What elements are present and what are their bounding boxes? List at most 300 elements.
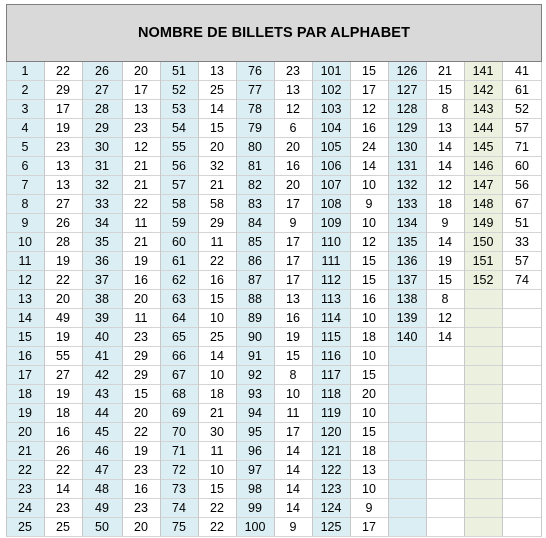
ticket-count-cell[interactable]: 10 — [210, 463, 224, 477]
ticket-count-cell[interactable]: 25 — [210, 83, 224, 97]
ticket-count-cell[interactable]: 22 — [210, 501, 224, 515]
alphabet-id-cell[interactable]: 40 — [95, 330, 109, 344]
alphabet-id-cell[interactable]: 31 — [95, 159, 109, 173]
alphabet-id-cell[interactable]: 41 — [95, 349, 109, 363]
alphabet-id-cell[interactable]: 116 — [321, 349, 341, 363]
ticket-count-cell[interactable]: 9 — [289, 520, 297, 534]
ticket-count-cell[interactable]: 25 — [56, 520, 70, 534]
alphabet-id-cell[interactable]: 16 — [18, 349, 32, 363]
alphabet-id-cell[interactable]: 130 — [396, 140, 418, 154]
alphabet-id-cell[interactable]: 3 — [21, 102, 29, 116]
alphabet-id-cell[interactable]: 123 — [320, 482, 342, 496]
alphabet-id-cell[interactable]: 27 — [95, 83, 109, 97]
alphabet-id-cell[interactable]: 142 — [472, 83, 494, 97]
ticket-count-cell[interactable]: 12 — [362, 102, 376, 116]
alphabet-id-cell[interactable]: 69 — [172, 406, 186, 420]
alphabet-id-cell[interactable]: 47 — [95, 463, 109, 477]
alphabet-id-cell[interactable]: 32 — [95, 178, 109, 192]
ticket-count-cell[interactable]: 17 — [286, 425, 300, 439]
ticket-count-cell[interactable]: 22 — [134, 197, 148, 211]
ticket-count-cell[interactable]: 32 — [210, 159, 224, 173]
ticket-count-cell[interactable]: 11 — [134, 216, 148, 230]
ticket-count-cell[interactable]: 13 — [134, 102, 148, 116]
alphabet-id-cell[interactable]: 120 — [320, 425, 342, 439]
alphabet-id-cell[interactable]: 144 — [472, 121, 494, 135]
ticket-count-cell[interactable]: 23 — [134, 501, 148, 515]
ticket-count-cell[interactable]: 24 — [362, 140, 376, 154]
alphabet-id-cell[interactable]: 44 — [95, 406, 109, 420]
ticket-count-cell[interactable]: 26 — [56, 216, 70, 230]
ticket-count-cell[interactable]: 51 — [515, 216, 529, 230]
alphabet-id-cell[interactable]: 88 — [248, 292, 262, 306]
alphabet-id-cell[interactable]: 13 — [18, 292, 32, 306]
ticket-count-cell[interactable]: 22 — [56, 273, 70, 287]
ticket-count-cell[interactable]: 11 — [210, 444, 224, 458]
ticket-count-cell[interactable]: 25 — [210, 330, 224, 344]
alphabet-id-cell[interactable]: 38 — [95, 292, 109, 306]
ticket-count-cell[interactable]: 18 — [362, 330, 376, 344]
alphabet-id-cell[interactable]: 75 — [172, 520, 186, 534]
alphabet-id-cell[interactable]: 39 — [95, 311, 109, 325]
ticket-count-cell[interactable]: 60 — [515, 159, 529, 173]
ticket-count-cell[interactable]: 9 — [365, 197, 373, 211]
ticket-count-cell[interactable]: 20 — [134, 292, 148, 306]
alphabet-id-cell[interactable]: 93 — [248, 387, 262, 401]
ticket-count-cell[interactable]: 10 — [362, 311, 376, 325]
alphabet-id-cell[interactable]: 85 — [248, 235, 262, 249]
alphabet-id-cell[interactable]: 119 — [321, 406, 341, 420]
ticket-count-cell[interactable]: 12 — [362, 235, 376, 249]
alphabet-id-cell[interactable]: 78 — [248, 102, 262, 116]
ticket-count-cell[interactable]: 20 — [286, 178, 300, 192]
alphabet-id-cell[interactable]: 50 — [95, 520, 109, 534]
ticket-count-cell[interactable]: 57 — [515, 121, 529, 135]
alphabet-id-cell[interactable]: 81 — [248, 159, 262, 173]
ticket-count-cell[interactable]: 14 — [438, 159, 452, 173]
alphabet-id-cell[interactable]: 109 — [320, 216, 342, 230]
ticket-count-cell[interactable]: 8 — [289, 368, 297, 382]
alphabet-id-cell[interactable]: 97 — [248, 463, 262, 477]
ticket-count-cell[interactable]: 33 — [515, 235, 529, 249]
alphabet-id-cell[interactable]: 149 — [472, 216, 494, 230]
alphabet-id-cell[interactable]: 7 — [21, 178, 29, 192]
ticket-count-cell[interactable]: 26 — [56, 444, 70, 458]
alphabet-id-cell[interactable]: 21 — [18, 444, 32, 458]
alphabet-id-cell[interactable]: 34 — [95, 216, 109, 230]
ticket-count-cell[interactable]: 20 — [134, 520, 148, 534]
alphabet-id-cell[interactable]: 117 — [321, 368, 341, 382]
alphabet-id-cell[interactable]: 118 — [321, 387, 341, 401]
alphabet-id-cell[interactable]: 51 — [172, 64, 186, 78]
ticket-count-cell[interactable]: 15 — [210, 482, 224, 496]
ticket-count-cell[interactable]: 14 — [56, 482, 70, 496]
alphabet-id-cell[interactable]: 74 — [172, 501, 186, 515]
ticket-count-cell[interactable]: 9 — [365, 501, 373, 515]
alphabet-id-cell[interactable]: 86 — [248, 254, 262, 268]
ticket-count-cell[interactable]: 13 — [362, 463, 376, 477]
alphabet-id-cell[interactable]: 36 — [95, 254, 109, 268]
alphabet-id-cell[interactable]: 79 — [248, 121, 262, 135]
alphabet-id-cell[interactable]: 67 — [172, 368, 186, 382]
alphabet-id-cell[interactable]: 94 — [248, 406, 262, 420]
alphabet-id-cell[interactable]: 107 — [320, 178, 342, 192]
alphabet-id-cell[interactable]: 57 — [172, 178, 186, 192]
ticket-count-cell[interactable]: 11 — [210, 235, 224, 249]
ticket-count-cell[interactable]: 18 — [362, 444, 376, 458]
ticket-count-cell[interactable]: 13 — [286, 292, 300, 306]
ticket-count-cell[interactable]: 13 — [56, 159, 70, 173]
alphabet-id-cell[interactable]: 55 — [172, 140, 186, 154]
ticket-count-cell[interactable]: 15 — [286, 349, 300, 363]
ticket-count-cell[interactable]: 14 — [438, 330, 452, 344]
alphabet-id-cell[interactable]: 125 — [320, 520, 342, 534]
ticket-count-cell[interactable]: 19 — [56, 121, 70, 135]
alphabet-id-cell[interactable]: 70 — [172, 425, 186, 439]
alphabet-id-cell[interactable]: 103 — [320, 102, 342, 116]
ticket-count-cell[interactable]: 14 — [286, 463, 300, 477]
alphabet-id-cell[interactable]: 64 — [172, 311, 186, 325]
alphabet-id-cell[interactable]: 12 — [18, 273, 32, 287]
alphabet-id-cell[interactable]: 138 — [396, 292, 418, 306]
ticket-count-cell[interactable]: 13 — [438, 121, 452, 135]
ticket-count-cell[interactable]: 28 — [56, 235, 70, 249]
alphabet-id-cell[interactable]: 71 — [172, 444, 186, 458]
ticket-count-cell[interactable]: 20 — [134, 406, 148, 420]
alphabet-id-cell[interactable]: 96 — [248, 444, 262, 458]
ticket-count-cell[interactable]: 21 — [438, 64, 452, 78]
alphabet-id-cell[interactable]: 25 — [18, 520, 32, 534]
ticket-count-cell[interactable]: 17 — [286, 235, 300, 249]
ticket-count-cell[interactable]: 61 — [515, 83, 529, 97]
alphabet-id-cell[interactable]: 22 — [18, 463, 32, 477]
ticket-count-cell[interactable]: 9 — [289, 216, 297, 230]
ticket-count-cell[interactable]: 10 — [362, 178, 376, 192]
alphabet-id-cell[interactable]: 84 — [248, 216, 262, 230]
ticket-count-cell[interactable]: 20 — [210, 140, 224, 154]
alphabet-id-cell[interactable]: 147 — [472, 178, 494, 192]
alphabet-id-cell[interactable]: 18 — [18, 387, 32, 401]
alphabet-id-cell[interactable]: 133 — [396, 197, 418, 211]
ticket-count-cell[interactable]: 11 — [134, 311, 148, 325]
ticket-count-cell[interactable]: 22 — [134, 425, 148, 439]
ticket-count-cell[interactable]: 21 — [134, 178, 148, 192]
ticket-count-cell[interactable]: 12 — [438, 178, 452, 192]
alphabet-id-cell[interactable]: 77 — [248, 83, 262, 97]
ticket-count-cell[interactable]: 13 — [286, 83, 300, 97]
ticket-count-cell[interactable]: 23 — [134, 121, 148, 135]
alphabet-id-cell[interactable]: 15 — [18, 330, 32, 344]
alphabet-id-cell[interactable]: 53 — [172, 102, 186, 116]
ticket-count-cell[interactable]: 14 — [210, 349, 224, 363]
ticket-count-cell[interactable]: 16 — [286, 159, 300, 173]
alphabet-id-cell[interactable]: 122 — [320, 463, 342, 477]
ticket-count-cell[interactable]: 17 — [362, 520, 376, 534]
alphabet-id-cell[interactable]: 30 — [95, 140, 109, 154]
alphabet-id-cell[interactable]: 108 — [320, 197, 342, 211]
ticket-count-cell[interactable]: 19 — [56, 330, 70, 344]
ticket-count-cell[interactable]: 19 — [134, 254, 148, 268]
ticket-count-cell[interactable]: 27 — [56, 368, 70, 382]
alphabet-id-cell[interactable]: 52 — [172, 83, 186, 97]
alphabet-id-cell[interactable]: 2 — [21, 83, 29, 97]
alphabet-id-cell[interactable]: 92 — [248, 368, 262, 382]
alphabet-id-cell[interactable]: 137 — [396, 273, 418, 287]
alphabet-id-cell[interactable]: 139 — [396, 311, 418, 325]
alphabet-id-cell[interactable]: 115 — [321, 330, 341, 344]
ticket-count-cell[interactable]: 19 — [134, 444, 148, 458]
alphabet-id-cell[interactable]: 111 — [321, 254, 341, 268]
ticket-count-cell[interactable]: 20 — [56, 292, 70, 306]
alphabet-id-cell[interactable]: 60 — [172, 235, 186, 249]
ticket-count-cell[interactable]: 16 — [134, 482, 148, 496]
alphabet-id-cell[interactable]: 68 — [172, 387, 186, 401]
ticket-count-cell[interactable]: 10 — [362, 349, 376, 363]
ticket-count-cell[interactable]: 14 — [362, 159, 376, 173]
ticket-count-cell[interactable]: 12 — [286, 102, 300, 116]
alphabet-id-cell[interactable]: 59 — [172, 216, 186, 230]
ticket-count-cell[interactable]: 67 — [515, 197, 529, 211]
alphabet-id-cell[interactable]: 143 — [472, 102, 494, 116]
ticket-count-cell[interactable]: 15 — [362, 254, 376, 268]
alphabet-id-cell[interactable]: 23 — [18, 482, 32, 496]
alphabet-id-cell[interactable]: 82 — [248, 178, 262, 192]
ticket-count-cell[interactable]: 18 — [438, 197, 452, 211]
ticket-count-cell[interactable]: 15 — [210, 121, 224, 135]
alphabet-id-cell[interactable]: 127 — [396, 83, 418, 97]
ticket-count-cell[interactable]: 22 — [56, 463, 70, 477]
alphabet-id-cell[interactable]: 20 — [18, 425, 32, 439]
ticket-count-cell[interactable]: 16 — [286, 311, 300, 325]
alphabet-id-cell[interactable]: 46 — [95, 444, 109, 458]
ticket-count-cell[interactable]: 15 — [362, 64, 376, 78]
ticket-count-cell[interactable]: 16 — [362, 121, 376, 135]
alphabet-id-cell[interactable]: 129 — [396, 121, 418, 135]
alphabet-id-cell[interactable]: 140 — [396, 330, 418, 344]
ticket-count-cell[interactable]: 10 — [210, 311, 224, 325]
alphabet-id-cell[interactable]: 106 — [320, 159, 342, 173]
ticket-count-cell[interactable]: 23 — [134, 463, 148, 477]
alphabet-id-cell[interactable]: 19 — [18, 406, 32, 420]
ticket-count-cell[interactable]: 23 — [134, 330, 148, 344]
ticket-count-cell[interactable]: 21 — [210, 178, 224, 192]
alphabet-id-cell[interactable]: 83 — [248, 197, 262, 211]
ticket-count-cell[interactable]: 14 — [438, 235, 452, 249]
ticket-count-cell[interactable]: 14 — [210, 102, 224, 116]
ticket-count-cell[interactable]: 17 — [56, 102, 70, 116]
ticket-count-cell[interactable]: 17 — [362, 83, 376, 97]
alphabet-id-cell[interactable]: 11 — [18, 254, 32, 268]
alphabet-id-cell[interactable]: 151 — [472, 254, 494, 268]
ticket-count-cell[interactable]: 23 — [56, 140, 70, 154]
ticket-count-cell[interactable]: 8 — [441, 292, 449, 306]
alphabet-id-cell[interactable]: 101 — [320, 64, 342, 78]
alphabet-id-cell[interactable]: 121 — [320, 444, 342, 458]
alphabet-id-cell[interactable]: 80 — [248, 140, 262, 154]
ticket-count-cell[interactable]: 52 — [515, 102, 529, 116]
alphabet-id-cell[interactable]: 112 — [321, 273, 341, 287]
alphabet-id-cell[interactable]: 87 — [248, 273, 262, 287]
ticket-count-cell[interactable]: 17 — [286, 254, 300, 268]
ticket-count-cell[interactable]: 71 — [515, 140, 529, 154]
ticket-count-cell[interactable]: 10 — [362, 216, 376, 230]
ticket-count-cell[interactable]: 29 — [210, 216, 224, 230]
alphabet-id-cell[interactable]: 141 — [472, 64, 494, 78]
ticket-count-cell[interactable]: 55 — [56, 349, 70, 363]
alphabet-id-cell[interactable]: 114 — [321, 311, 341, 325]
ticket-count-cell[interactable]: 15 — [362, 368, 376, 382]
alphabet-id-cell[interactable]: 110 — [321, 235, 341, 249]
alphabet-id-cell[interactable]: 95 — [248, 425, 262, 439]
ticket-count-cell[interactable]: 15 — [134, 387, 148, 401]
ticket-count-cell[interactable]: 9 — [441, 216, 449, 230]
alphabet-id-cell[interactable]: 65 — [172, 330, 186, 344]
alphabet-id-cell[interactable]: 8 — [21, 197, 29, 211]
alphabet-id-cell[interactable]: 100 — [244, 520, 266, 534]
ticket-count-cell[interactable]: 17 — [134, 83, 148, 97]
alphabet-id-cell[interactable]: 42 — [95, 368, 109, 382]
alphabet-id-cell[interactable]: 98 — [248, 482, 262, 496]
ticket-count-cell[interactable]: 10 — [210, 368, 224, 382]
ticket-count-cell[interactable]: 19 — [56, 254, 70, 268]
ticket-count-cell[interactable]: 8 — [441, 102, 449, 116]
alphabet-id-cell[interactable]: 126 — [396, 64, 418, 78]
ticket-count-cell[interactable]: 21 — [210, 406, 224, 420]
alphabet-id-cell[interactable]: 135 — [396, 235, 418, 249]
alphabet-id-cell[interactable]: 10 — [18, 235, 32, 249]
ticket-count-cell[interactable]: 16 — [134, 273, 148, 287]
alphabet-id-cell[interactable]: 63 — [172, 292, 186, 306]
alphabet-id-cell[interactable]: 91 — [248, 349, 262, 363]
ticket-count-cell[interactable]: 29 — [134, 368, 148, 382]
alphabet-id-cell[interactable]: 102 — [320, 83, 342, 97]
alphabet-id-cell[interactable]: 128 — [396, 102, 418, 116]
ticket-count-cell[interactable]: 10 — [362, 406, 376, 420]
ticket-count-cell[interactable]: 30 — [210, 425, 224, 439]
alphabet-id-cell[interactable]: 29 — [95, 121, 109, 135]
alphabet-id-cell[interactable]: 152 — [472, 273, 494, 287]
alphabet-id-cell[interactable]: 54 — [172, 121, 186, 135]
ticket-count-cell[interactable]: 11 — [286, 406, 300, 420]
alphabet-id-cell[interactable]: 1 — [21, 64, 29, 78]
alphabet-id-cell[interactable]: 113 — [321, 292, 341, 306]
alphabet-id-cell[interactable]: 105 — [320, 140, 342, 154]
alphabet-id-cell[interactable]: 124 — [320, 501, 342, 515]
ticket-count-cell[interactable]: 14 — [286, 501, 300, 515]
ticket-count-cell[interactable]: 18 — [56, 406, 70, 420]
ticket-count-cell[interactable]: 12 — [134, 140, 148, 154]
ticket-count-cell[interactable]: 15 — [362, 425, 376, 439]
alphabet-id-cell[interactable]: 49 — [95, 501, 109, 515]
ticket-count-cell[interactable]: 18 — [210, 387, 224, 401]
alphabet-id-cell[interactable]: 56 — [172, 159, 186, 173]
alphabet-id-cell[interactable]: 73 — [172, 482, 186, 496]
ticket-count-cell[interactable]: 16 — [362, 292, 376, 306]
alphabet-id-cell[interactable]: 66 — [172, 349, 186, 363]
alphabet-id-cell[interactable]: 4 — [21, 121, 29, 135]
alphabet-id-cell[interactable]: 131 — [396, 159, 418, 173]
alphabet-id-cell[interactable]: 148 — [472, 197, 494, 211]
alphabet-id-cell[interactable]: 48 — [95, 482, 109, 496]
alphabet-id-cell[interactable]: 136 — [396, 254, 418, 268]
ticket-count-cell[interactable]: 22 — [210, 254, 224, 268]
alphabet-id-cell[interactable]: 76 — [248, 64, 262, 78]
ticket-count-cell[interactable]: 17 — [286, 197, 300, 211]
ticket-count-cell[interactable]: 20 — [286, 140, 300, 154]
ticket-count-cell[interactable]: 21 — [134, 235, 148, 249]
ticket-count-cell[interactable]: 58 — [210, 197, 224, 211]
alphabet-id-cell[interactable]: 58 — [172, 197, 186, 211]
alphabet-id-cell[interactable]: 24 — [18, 501, 32, 515]
ticket-count-cell[interactable]: 23 — [286, 64, 300, 78]
ticket-count-cell[interactable]: 57 — [515, 254, 529, 268]
ticket-count-cell[interactable]: 17 — [286, 273, 300, 287]
ticket-count-cell[interactable]: 15 — [438, 83, 452, 97]
alphabet-id-cell[interactable]: 145 — [472, 140, 494, 154]
ticket-count-cell[interactable]: 12 — [438, 311, 452, 325]
ticket-count-cell[interactable]: 20 — [134, 64, 148, 78]
ticket-count-cell[interactable]: 14 — [286, 482, 300, 496]
alphabet-id-cell[interactable]: 45 — [95, 425, 109, 439]
ticket-count-cell[interactable]: 14 — [286, 444, 300, 458]
alphabet-id-cell[interactable]: 72 — [172, 463, 186, 477]
alphabet-id-cell[interactable]: 89 — [248, 311, 262, 325]
ticket-count-cell[interactable]: 19 — [56, 387, 70, 401]
alphabet-id-cell[interactable]: 104 — [320, 121, 342, 135]
ticket-count-cell[interactable]: 15 — [362, 273, 376, 287]
alphabet-id-cell[interactable]: 28 — [95, 102, 109, 116]
ticket-count-cell[interactable]: 49 — [56, 311, 70, 325]
alphabet-id-cell[interactable]: 9 — [21, 216, 29, 230]
alphabet-id-cell[interactable]: 150 — [472, 235, 494, 249]
ticket-count-cell[interactable]: 23 — [56, 501, 70, 515]
ticket-count-cell[interactable]: 22 — [56, 64, 70, 78]
ticket-count-cell[interactable]: 41 — [515, 64, 529, 78]
alphabet-id-cell[interactable]: 35 — [95, 235, 109, 249]
alphabet-id-cell[interactable]: 146 — [472, 159, 494, 173]
alphabet-id-cell[interactable]: 37 — [95, 273, 109, 287]
ticket-count-cell[interactable]: 13 — [56, 178, 70, 192]
ticket-count-cell[interactable]: 16 — [210, 273, 224, 287]
ticket-count-cell[interactable]: 6 — [289, 121, 297, 135]
ticket-count-cell[interactable]: 19 — [286, 330, 300, 344]
alphabet-id-cell[interactable]: 43 — [95, 387, 109, 401]
alphabet-id-cell[interactable]: 33 — [95, 197, 109, 211]
alphabet-id-cell[interactable]: 62 — [172, 273, 186, 287]
alphabet-id-cell[interactable]: 61 — [172, 254, 186, 268]
ticket-count-cell[interactable]: 13 — [210, 64, 224, 78]
alphabet-id-cell[interactable]: 6 — [21, 159, 29, 173]
ticket-count-cell[interactable]: 14 — [438, 140, 452, 154]
ticket-count-cell[interactable]: 74 — [515, 273, 529, 287]
alphabet-id-cell[interactable]: 14 — [18, 311, 32, 325]
alphabet-id-cell[interactable]: 99 — [248, 501, 262, 515]
alphabet-id-cell[interactable]: 134 — [396, 216, 418, 230]
ticket-count-cell[interactable]: 16 — [56, 425, 70, 439]
ticket-count-cell[interactable]: 27 — [56, 197, 70, 211]
ticket-count-cell[interactable]: 15 — [210, 292, 224, 306]
alphabet-id-cell[interactable]: 132 — [396, 178, 418, 192]
ticket-count-cell[interactable]: 21 — [134, 159, 148, 173]
alphabet-id-cell[interactable]: 90 — [248, 330, 262, 344]
ticket-count-cell[interactable]: 29 — [56, 83, 70, 97]
ticket-count-cell[interactable]: 15 — [438, 273, 452, 287]
ticket-count-cell[interactable]: 10 — [362, 482, 376, 496]
ticket-count-cell[interactable]: 56 — [515, 178, 529, 192]
alphabet-id-cell[interactable]: 26 — [95, 64, 109, 78]
ticket-count-cell[interactable]: 10 — [286, 387, 300, 401]
ticket-count-cell[interactable]: 22 — [210, 520, 224, 534]
ticket-count-cell[interactable]: 19 — [438, 254, 452, 268]
